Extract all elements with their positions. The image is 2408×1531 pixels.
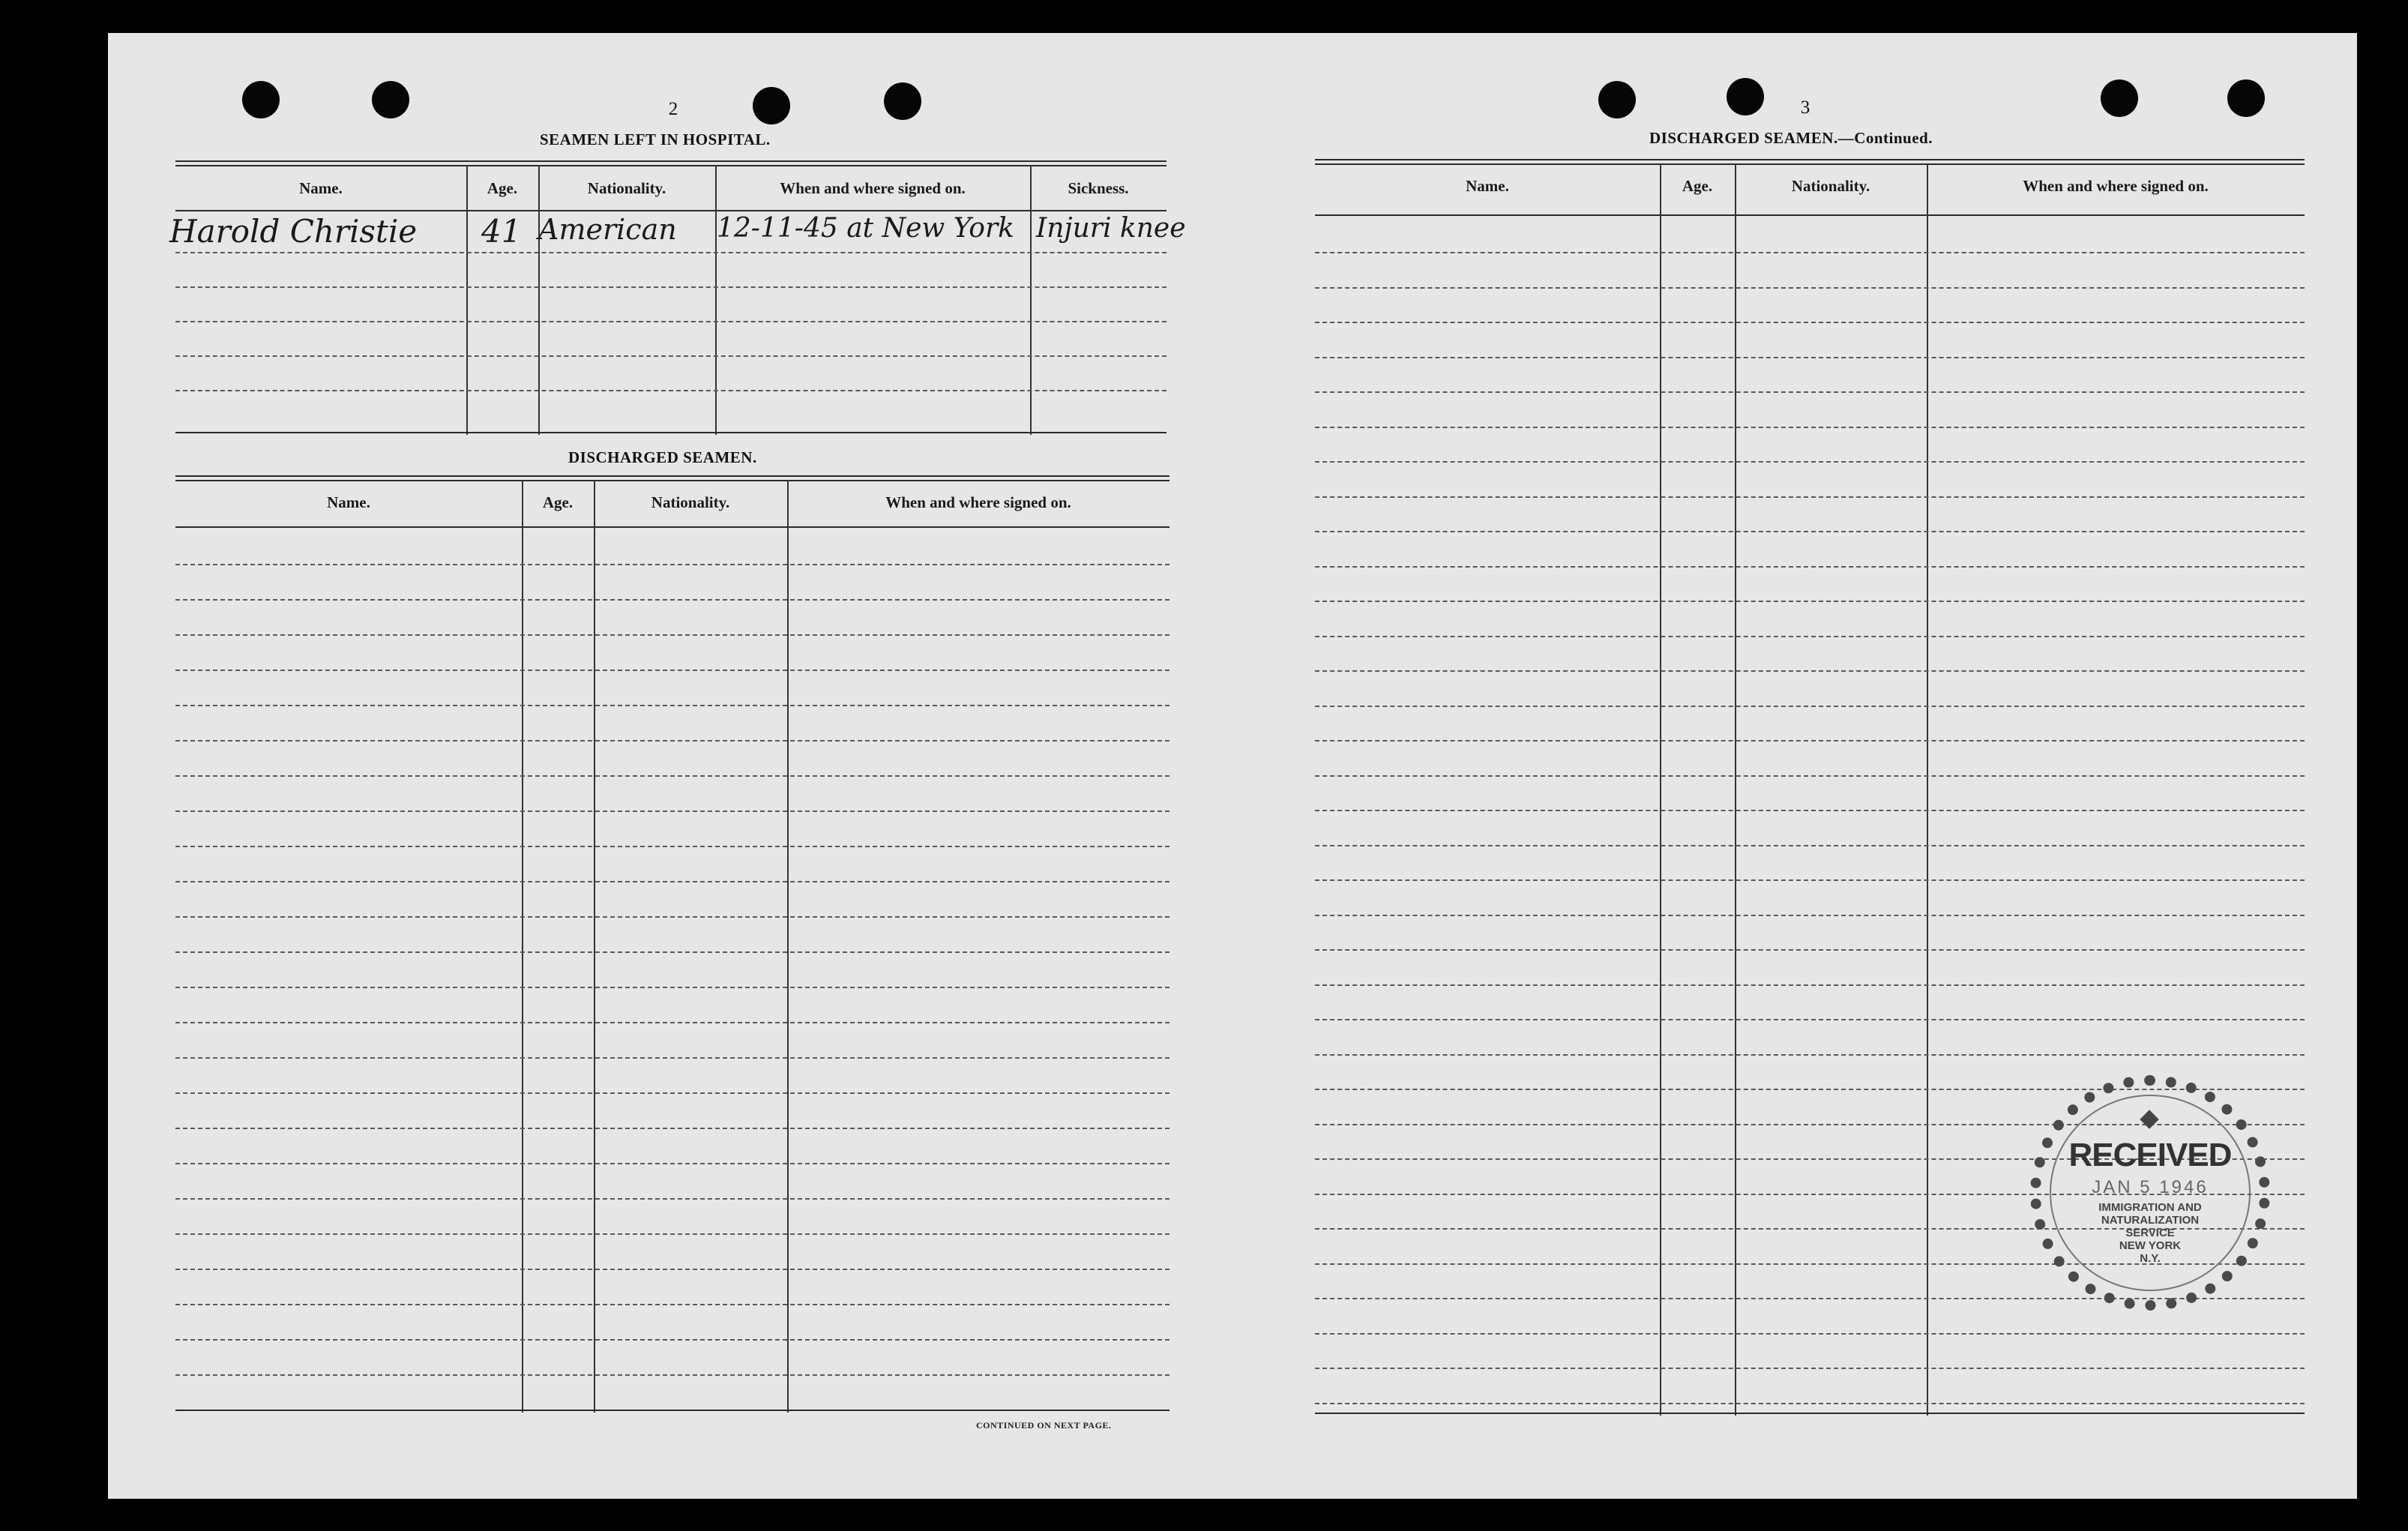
- ruled-row-line: [175, 1128, 1170, 1129]
- ruled-row-line: [1315, 1403, 2305, 1404]
- stamp-date: JAN 5 1946: [2092, 1177, 2209, 1197]
- received-stamp: [2030, 1075, 2270, 1311]
- ruled-row-line: [1315, 322, 2305, 323]
- ruled-row-line: [1315, 1368, 2305, 1369]
- ruled-row-line: [1315, 601, 2305, 602]
- ruled-row-line: [175, 810, 1170, 812]
- ruled-row-line: [175, 1233, 1170, 1235]
- stamp-organization: IMMIGRATION AND NATURALIZATION SERVICE NEW YORK N.Y.: [2098, 1201, 2202, 1265]
- hospital-entry-age: 41: [481, 213, 522, 250]
- punch-hole: [753, 87, 790, 124]
- ruled-row-line: [1315, 531, 2305, 532]
- ruled-row-line: [1315, 1054, 2305, 1056]
- ruled-row-line: [1315, 740, 2305, 742]
- ruled-row-line: [1315, 845, 2305, 846]
- punch-hole: [1598, 81, 1636, 118]
- punch-hole: [2101, 79, 2138, 117]
- continued-note: CONTINUED ON NEXT PAGE.: [976, 1420, 1112, 1431]
- stamp-title: RECEIVED: [2068, 1137, 2232, 1173]
- ruled-row-line: [1315, 357, 2305, 358]
- discharged-col-signed-on: When and where signed on.: [885, 493, 1071, 511]
- right-col-signed-on: When and where signed on.: [2023, 176, 2209, 195]
- hospital-table: [175, 160, 1167, 435]
- discharged-table-left: [175, 475, 1170, 1413]
- hospital-entry-nationality: American: [538, 213, 677, 246]
- right-col-nationality: Nationality.: [1791, 176, 1870, 195]
- punch-hole: [2227, 79, 2265, 117]
- ruled-row-line: [175, 1269, 1170, 1270]
- page-number-left: 2: [668, 99, 678, 119]
- ruled-row-line: [175, 564, 1170, 565]
- hospital-col-sickness: Sickness.: [1068, 178, 1129, 197]
- ruled-row-line: [175, 670, 1170, 671]
- ruled-row-line: [175, 775, 1170, 777]
- ruled-row-line: [175, 634, 1170, 636]
- ruled-row-line: [1315, 427, 2305, 428]
- discharged-continued-title: DISCHARGED SEAMEN.—Continued.: [1649, 129, 1933, 147]
- ruled-row-line: [1315, 287, 2305, 289]
- ruled-row-line: [175, 1057, 1170, 1059]
- ruled-row-line: [1315, 566, 2305, 568]
- ruled-row-line: [1315, 252, 2305, 253]
- ruled-row-line: [175, 987, 1170, 988]
- punch-hole: [242, 81, 280, 118]
- ruled-row-line: [175, 951, 1170, 953]
- hospital-col-name: Name.: [299, 178, 343, 197]
- ruled-row-line: [175, 846, 1170, 847]
- ruled-row-line: [175, 881, 1170, 882]
- ruled-row-line: [175, 740, 1170, 742]
- ruled-row-line: [175, 916, 1170, 918]
- page-number-right: 3: [1800, 97, 1810, 118]
- discharged-section-title: DISCHARGED SEAMEN.: [568, 448, 757, 466]
- ruled-row-line: [1315, 1019, 2305, 1020]
- ruled-row-line: [175, 599, 1170, 601]
- ruled-row-line: [1315, 984, 2305, 986]
- hospital-col-age: Age.: [487, 178, 518, 197]
- hospital-entry-name: Harold Christie: [169, 213, 418, 250]
- ruled-row-line: [1315, 670, 2305, 672]
- punch-hole: [372, 81, 409, 118]
- ruled-row-line: [175, 1092, 1170, 1094]
- punch-hole: [884, 82, 921, 120]
- ruled-row-line: [1315, 775, 2305, 777]
- discharged-col-nationality: Nationality.: [651, 493, 730, 511]
- ruled-row-line: [175, 705, 1170, 706]
- ruled-row-line: [175, 1163, 1170, 1164]
- ruled-row-line: [175, 1022, 1170, 1023]
- ruled-row-line: [1315, 949, 2305, 951]
- discharged-col-age: Age.: [542, 493, 574, 511]
- ruled-row-line: [175, 1304, 1170, 1305]
- hospital-entry-sickness: Injuri knee: [1036, 213, 1186, 244]
- ruled-row-line: [1315, 706, 2305, 707]
- ruled-row-line: [1315, 810, 2305, 811]
- discharged-col-name: Name.: [327, 493, 370, 511]
- right-col-name: Name.: [1466, 176, 1509, 195]
- right-col-age: Age.: [1682, 176, 1713, 195]
- hospital-col-signed-on: When and where signed on.: [780, 178, 966, 197]
- ruled-row-line: [1315, 636, 2305, 637]
- ruled-row-line: [175, 1198, 1170, 1200]
- ruled-row-line: [1315, 461, 2305, 463]
- ruled-row-line: [1315, 915, 2305, 916]
- ruled-row-line: [175, 1339, 1170, 1341]
- ruled-row-line: [1315, 1333, 2305, 1335]
- ruled-row-line: [175, 1374, 1170, 1376]
- ruled-row-line: [1315, 879, 2305, 881]
- ruled-row-line: [1315, 391, 2305, 393]
- ruled-row-line: [1315, 496, 2305, 498]
- hospital-section-title: SEAMEN LEFT IN HOSPITAL.: [540, 130, 771, 148]
- hospital-col-nationality: Nationality.: [587, 178, 666, 197]
- hospital-entry-signed-on: 12-11-45 at New York: [717, 213, 1014, 244]
- punch-hole: [1727, 78, 1764, 115]
